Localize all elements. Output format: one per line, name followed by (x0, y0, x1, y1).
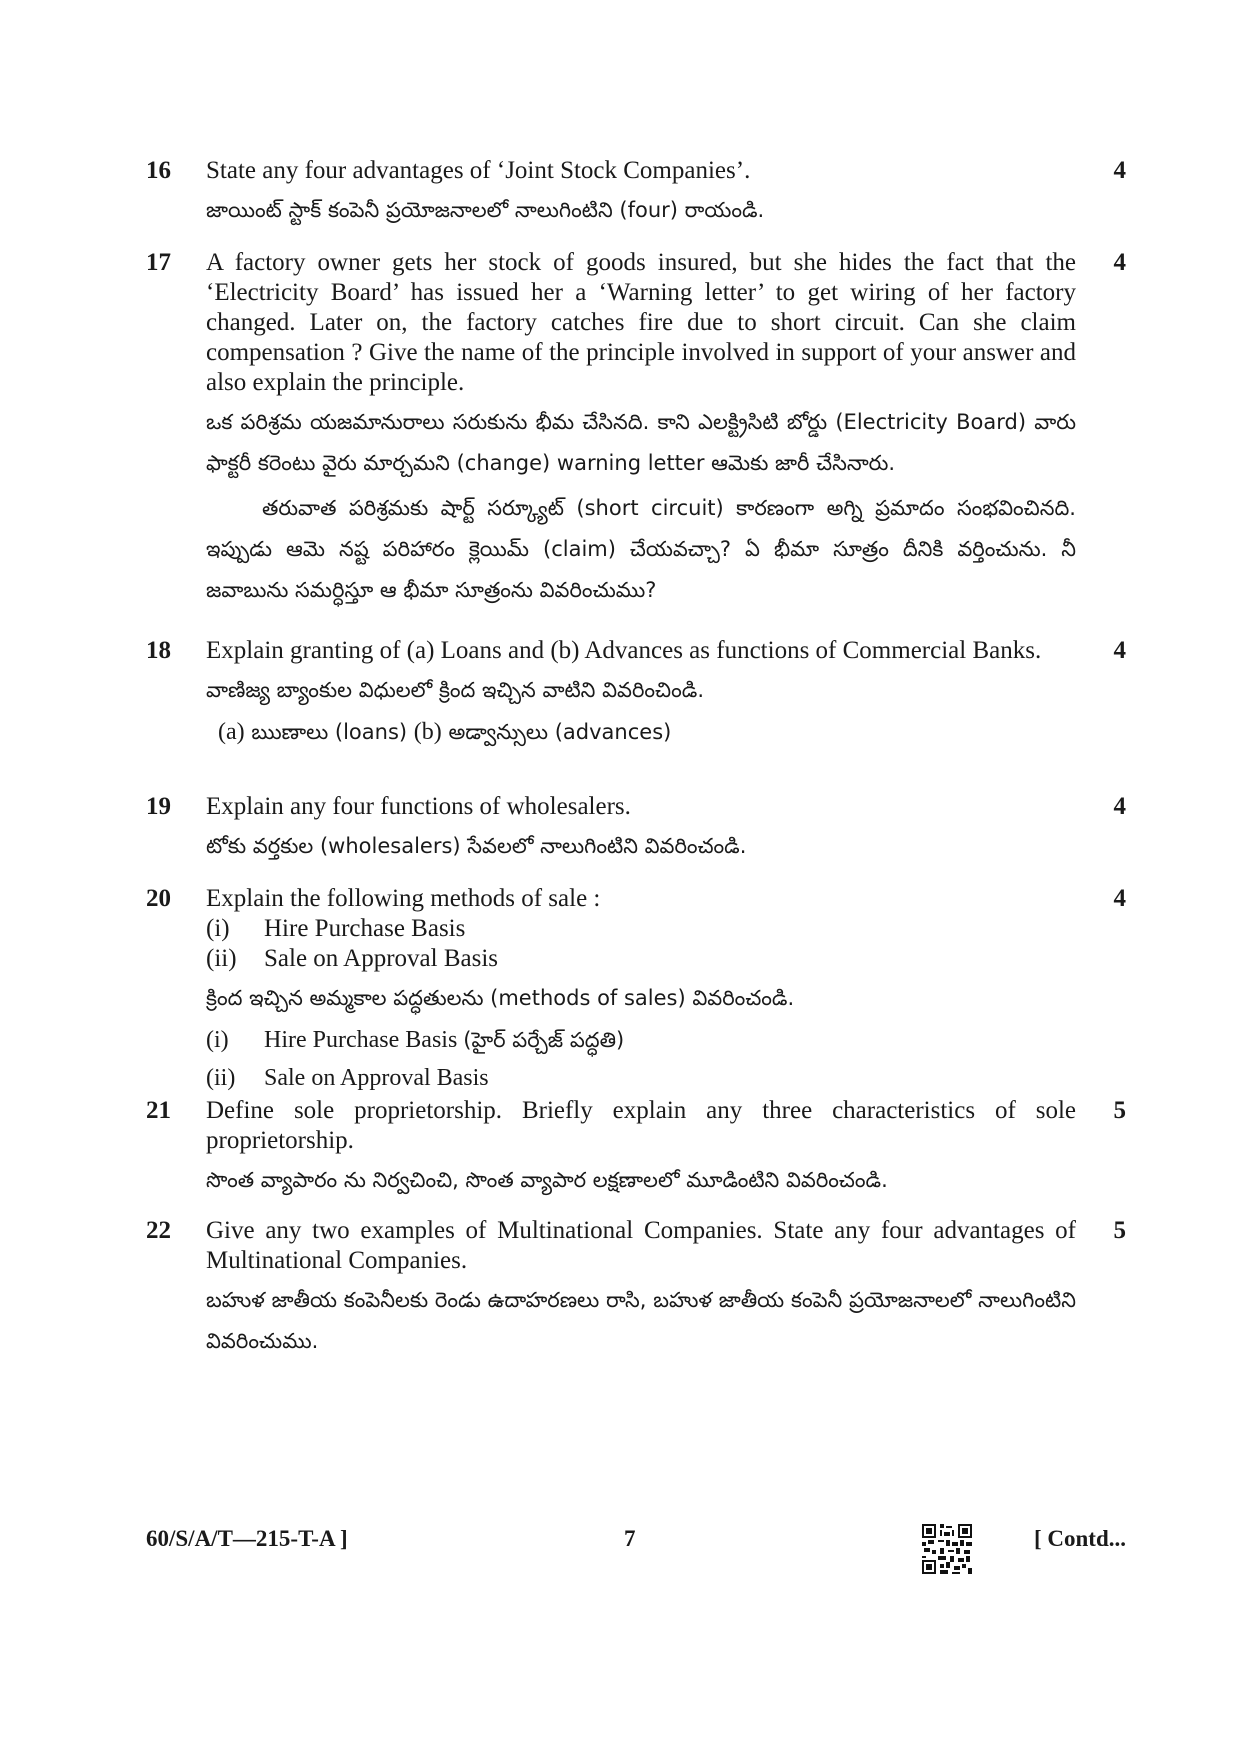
question-number: 18 (146, 637, 171, 664)
question-text-telugu: టోకు వర్తకుల (wholesalers) సేవలలో నాలుగింటిని వివరించండి. (206, 834, 747, 858)
qr-code-icon (922, 1524, 972, 1574)
question-text-telugu: క్రింద ఇచ్చిన అమ్మకాల పద్ధతులను (methods of sales) వివరించండి. (206, 986, 795, 1010)
paper-code: 60/S/A/T—215-T-A ] (146, 1526, 348, 1551)
list-item (206, 1023, 1076, 1057)
item-text: Hire Purchase Basis (264, 1027, 458, 1053)
question-text-english: A factory owner gets her stock of goods insured, but she hides the fact that the ‘Electricity Board’ has issued her a ‘Warning letter’ to get wiring of her factory changed. Later on, the factory catches fire due to short circuit. Can she claim compensation ? Give the name of the principle involved in support of your answer and also explain the principle. (206, 249, 1076, 396)
question-number: 20 (146, 885, 171, 912)
question-number: 21 (146, 1097, 171, 1124)
question-marks: 4 (1113, 157, 1126, 184)
page-number: 7 (624, 1526, 636, 1551)
subpart-line (218, 713, 1076, 751)
question-marks: 4 (1113, 793, 1126, 820)
list-item (206, 914, 1076, 944)
question-marks: 5 (1113, 1217, 1126, 1244)
item-text: Hire Purchase Basis (264, 915, 466, 942)
question-text-telugu-continued: తరువాత పరిశ్రమకు షార్ట్ సర్క్యూట్ (short circuit) కారణంగా అగ్ని ప్రమాదం సంభవించినది. ఇప్పుడు ఆమె నష్ట పరిహారం క్లెయిమ్ (claim) చేయవచ్చా? ఏ భీమా సూత్రం దీనికి వర్తించును. నీ జవాబును సమర్ధిస్తూ ఆ భీమా సూత్రంను వివరించుము? (206, 496, 1076, 602)
question-number: 17 (146, 249, 171, 276)
question-number: 19 (146, 793, 171, 820)
question-18 (146, 636, 1126, 751)
question-text-telugu: సొంత వ్యాపారం ను నిర్వచించి, సొంత వ్యాపార లక్షణాలలో మూడింటిని వివరించండి. (206, 1168, 888, 1192)
item-label: (i) (206, 1027, 229, 1053)
question-16 (146, 156, 1126, 231)
question-21 (146, 1096, 1126, 1201)
question-text-english: Give any two examples of Multinational Companies. State any four advantages of Multinational Companies. (206, 1217, 1076, 1274)
question-text-english: Explain granting of (a) Loans and (b) Advances as functions of Commercial Banks. (206, 637, 1042, 664)
question-17 (146, 248, 1126, 611)
subpart-a-text: ఋణాలు (loans) (251, 720, 408, 744)
question-text-telugu: జాయింట్ స్టాక్ కంపెనీ ప్రయోజనాలలో నాలుగింటిని (four) రాయండి. (206, 198, 765, 222)
item-label: (i) (206, 915, 230, 942)
subpart-b-label: (b) (413, 719, 442, 745)
continued-label: [ Contd... (1033, 1526, 1126, 1551)
page-footer (146, 1524, 1126, 1574)
question-19 (146, 792, 1126, 867)
question-marks: 4 (1113, 885, 1126, 912)
question-marks: 5 (1113, 1097, 1126, 1124)
question-text-english: Explain the following methods of sale : (206, 885, 601, 912)
question-22 (146, 1216, 1126, 1362)
item-label: (ii) (206, 945, 237, 972)
subpart-b-text: అడ్వాన్సులు (advances) (448, 720, 672, 744)
question-number: 16 (146, 157, 171, 184)
list-item (206, 944, 1076, 974)
item-text: Sale on Approval Basis (264, 1065, 489, 1091)
question-text-english: Define sole proprietorship. Briefly explain any three characteristics of sole proprietorship. (206, 1097, 1076, 1154)
item-text: Sale on Approval Basis (264, 945, 499, 972)
question-text-telugu: వాణిజ్య బ్యాంకుల విధులలో క్రింద ఇచ్చిన వాటిని వివరించిండి. (206, 678, 704, 702)
question-marks: 4 (1113, 249, 1126, 276)
item-label: (ii) (206, 1065, 236, 1091)
list-item (206, 1061, 1076, 1095)
question-text-telugu: బహుళ జాతీయ కంపెనీలకు రెండు ఉదాహరణలు రాసి, బహుళ జాతీయ కంపెనీ ప్రయోజనాలలో నాలుగింటిని వివరించుము. (206, 1288, 1076, 1353)
question-text-english: State any four advantages of ‘Joint Stock Companies’. (206, 157, 751, 184)
question-text-telugu: ఒక పరిశ్రమ యజమానురాలు సరుకును భీమ చేసినది. కాని ఎలక్ట్రిసిటి బోర్డు (Electricity Board) వారు ఫాక్టరీ కరెంటు వైరు మార్చమని (change) warning letter ఆమెకు జారీ చేసినారు. (206, 410, 1076, 475)
question-number: 22 (146, 1217, 171, 1244)
question-marks: 4 (1113, 637, 1126, 664)
subpart-a-label: (a) (218, 719, 245, 745)
item-text-telugu: (హైర్ పర్చేజ్ పద్ధతి) (463, 1028, 625, 1052)
question-text-english: Explain any four functions of wholesalers. (206, 793, 631, 820)
question-20 (146, 884, 1126, 1095)
